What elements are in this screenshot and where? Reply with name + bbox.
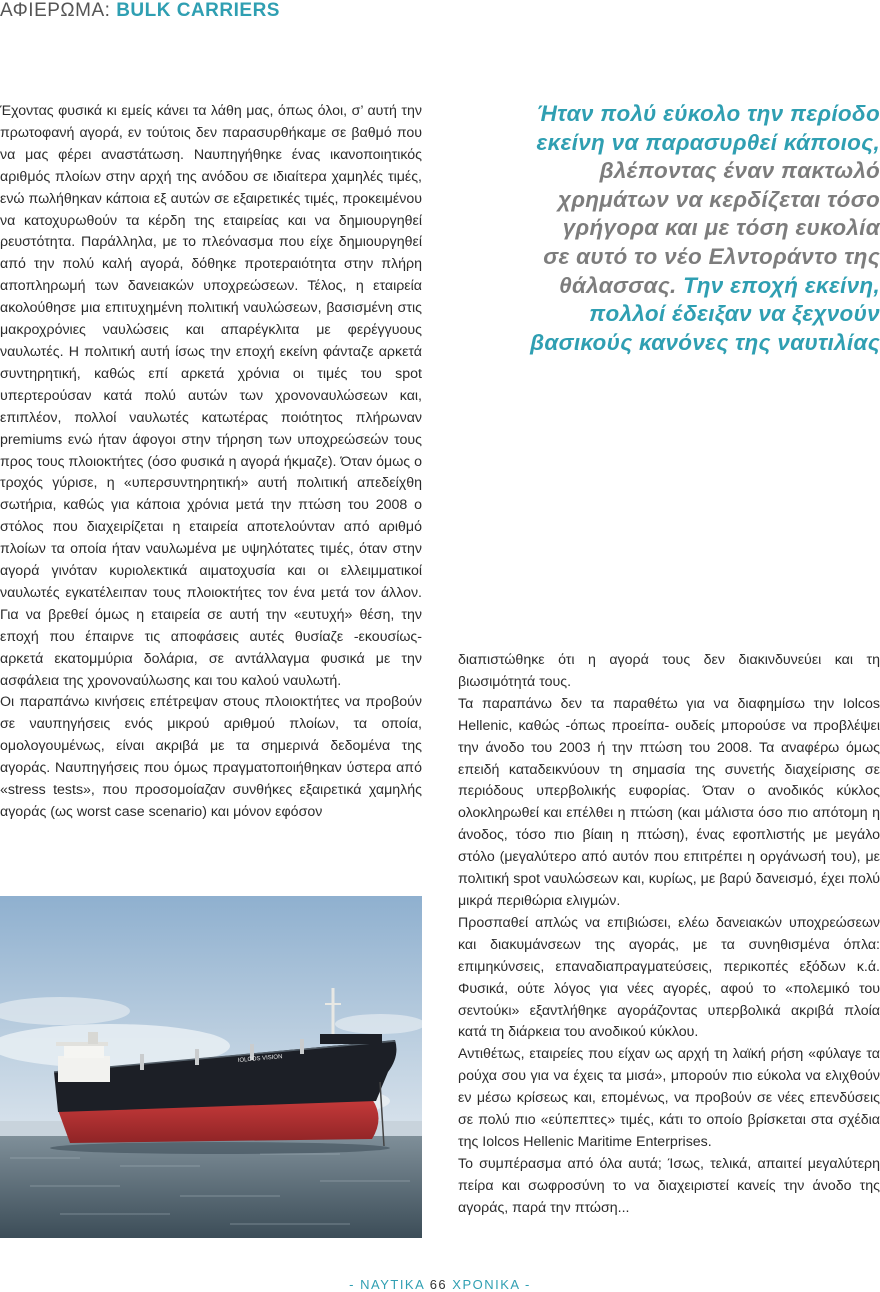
right-paragraph: Τα παραπάνω δεν τα παραθέτω για να διαφημίσω την Iolcos Hellenic, καθώς -όπως προείπα- ουδείς μπορούσε να προβλέψει την άνοδο του 2003 ή την πτώση του 2008. Τα αναφέρω όμως επειδή καταδεικνύουν τη σημασία της συνετής διαχείρισης σε περιόδους υπερβολικής ευφορίας. Όταν ο ανοδικός κύκλος ολοκληρωθεί και επέλθει η πτώση (και μάλιστα όσο πιο απότομη η άνοδος, τόσο πιο βίαιη η πτώση), ένας εφοπλιστής με μεγάλο στόλο (μεγαλύτερο από αυτόν που επιτρέπει η οργάνωσή του), με πολιτική spot ναυλώσεων και, κυρίως, με βαρύ δανεισμό, έχει πολύ μικρά περιθώρια ελιγμών. xyxy=(458,695,880,909)
footer-left: - ΝΑΥΤΙΚΑ xyxy=(349,1277,425,1292)
right-paragraph: Προσπαθεί απλώς να επιβιώσει, ελέω δανειακών υποχρεώσεων και διακυμάνσεων της αγοράς, με τα συνηθισμένα όπλα: επιμηκύνσεις, επαναδιαπραγματεύσεις, περικοπές εξόδων κ.ά. Φυσικά, ούτε λόγος για νέες αγορές, αφού το «πολεμικό του σεντούκι» εξαντλήθηκε αγοράζοντας υπερβολικά ακριβά πλοία κατά τη διάρκεια του ανοδικού κύκλου. xyxy=(458,914,880,1041)
left-column xyxy=(0,101,422,824)
ship-name: IOLCOS VISION xyxy=(237,1054,283,1064)
forecastle xyxy=(320,1034,382,1044)
pull-quote xyxy=(530,100,880,357)
funnel xyxy=(88,1032,98,1044)
section-header xyxy=(0,0,280,22)
superstructure-upper xyxy=(64,1044,104,1058)
pull-quote-part-2: βλέποντας έναν πακτωλό χρημάτων να κερδίζεται τόσο γρήγορα και με τόση ευκολία σε αυτό το νέο Ελντοράντο της θάλασσας. xyxy=(543,158,880,298)
pull-quote-part-3: Την εποχή εκείνη, πολλοί έδειξαν να ξεχνούν βασικούς κανόνες της ναυτιλίας xyxy=(530,272,880,355)
left-paragraph: Έχοντας φυσικά κι εμείς κάνει τα λάθη μας, όπως όλοι, σ’ αυτή την πρωτοφανή αγορά, εν τούτοις δεν παρασυρθήκαμε σε βαθμό που να μας φέρει αναστάτωση. Ναυπηγήθηκε ένας ικανοποιητικός αριθμός πλοίων στην αρχή της ανόδου σε ιδιαίτερα χαμηλές τιμές, ενώ πωλήθηκαν κάποια εξ αυτών σε εξαιρετικές τιμές, προκειμένου να κατοχυρωθούν τα κέρδη της εταιρείας και να δημιουργηθεί ρευστότητα. Παράλληλα, με το πλεόνασμα που είχε δημιουργηθεί από την πολύ καλή αγορά, δόθηκε προτεραιότητα στην πλήρη αποπληρωμή των δανειακών υποχρεώσεων. Τέλος, η εταιρεία ακολούθησε μια επιτυχημένη πολιτική ναυλώσεων, βασισμένη στις μακροχρόνιες ναυλώσεις και απαρέγκλιτα με φερέγγυους ναυλωτές. Η πολιτική αυτή ίσως την εποχή εκείνη φάνταζε αρκετά συντηρητική, καθώς επί αρκετά χρόνια οι τιμές του spot υπερτερούσαν κατά πολύ αυτών των χρονοναυλώσεων και, επιπλέον, πολλοί ναυλωτές κατωτέρας ποιότητος πλήρωναν premiums ενώ ήταν άφογοι στην τήρηση των υποχρεώσεών τους προς τους πλοιοκτήτες (όσο φυσικά η αγορά ήκμαζε). Όταν όμως ο τροχός γύρισε, η «υπερσυντηρητική» αυτή πολιτική απεδείχθη σωτήρια, καθώς για κάποια χρόνια μετά την πτώση του 2008 ο στόλος που διαχειρίζεται η εταιρεία αποτελούνταν από αριθμό πλοίων τα οποία ήταν ναυλωμένα με υψηλότατες τιμές, όταν στην αγορά γινόταν κυριολεκτικά αιματοχυσία και οι ελλειμματικοί ναυλωτές εγκατέλειπαν τους πλοιοκτήτες τον ένα μετά τον άλλον. Για να βρεθεί όμως η εταιρεία σε αυτή την «ευτυχή» θέση, την εποχή που έπαιρνε τις αποφάσεις αυτές θυσίαζε -εκουσίως- αρκετά εκατομμύρια δολάρια, σε αντάλλαγμα φυσικά με την ασφάλεια της χρονοναύλωσης και του καλού ναυλωτή. xyxy=(0,103,422,689)
right-paragraph: διαπιστώθηκε ότι η αγορά τους δεν διακινδυνεύει και τη βιωσιμότητά τους. xyxy=(458,652,880,690)
header-section: BULK CARRIERS xyxy=(116,0,280,21)
pull-quote-part-1: Ήταν πολύ εύκολο την περίοδο εκείνη να παρασυρθεί κάποιος, xyxy=(536,101,880,155)
right-column xyxy=(458,650,880,1220)
ship-photo xyxy=(0,896,422,1238)
page-number: 66 xyxy=(429,1277,448,1292)
right-paragraph: Το συμπέρασμα από όλα αυτά; Ίσως, τελικά, απαιτεί μεγαλύτερη πείρα και σωφροσύνη το να διαχειριστεί κανείς την άνοδο της αγοράς, παρά την πτώση... xyxy=(458,1155,880,1216)
ship-reflection xyxy=(50,1142,390,1154)
cloud xyxy=(335,1014,422,1034)
footer-right: ΧΡΟΝΙΚΑ - xyxy=(452,1277,531,1292)
bridge-wing xyxy=(56,1042,108,1046)
header-prefix: ΑΦΙΕΡΩΜΑ: xyxy=(0,0,111,21)
right-paragraph: Αντιθέτως, εταιρείες που είχαν ως αρχή τη λαϊκή ρήση «φύλαγε τα ρούχα σου για να έχεις τα μισά», μπορούν πιο εύκολα να ελιχθούν εν μέσω κρίσεως και, επομένως, να προβούν σε νέες επενδύσεις σε πολύ πιο «εύπεπτες» τιμές, κάτι το οποίο βρίσκεται στα σχέδια της Iolcos Hellenic Maritime Enterprises. xyxy=(458,1046,880,1150)
page-footer xyxy=(0,1277,880,1292)
left-paragraph: Οι παραπάνω κινήσεις επέτρεψαν στους πλοιοκτήτες να προβούν σε ναυπηγήσεις ενός μικρού αριθμού πλοίων, τα οποία, ομολογουμένως, είναι ακριβά με τα σημερινά δεδομένα της αγοράς. Ναυπηγήσεις που όμως πραγματοποιήθηκαν ύστερα από «stress tests», που προσομοίαζαν συνθήκες εξαιρετικά χαμηλής αγοράς (ως worst case scenario) και μόνον εφόσον xyxy=(0,694,422,820)
superstructure xyxy=(58,1056,110,1082)
